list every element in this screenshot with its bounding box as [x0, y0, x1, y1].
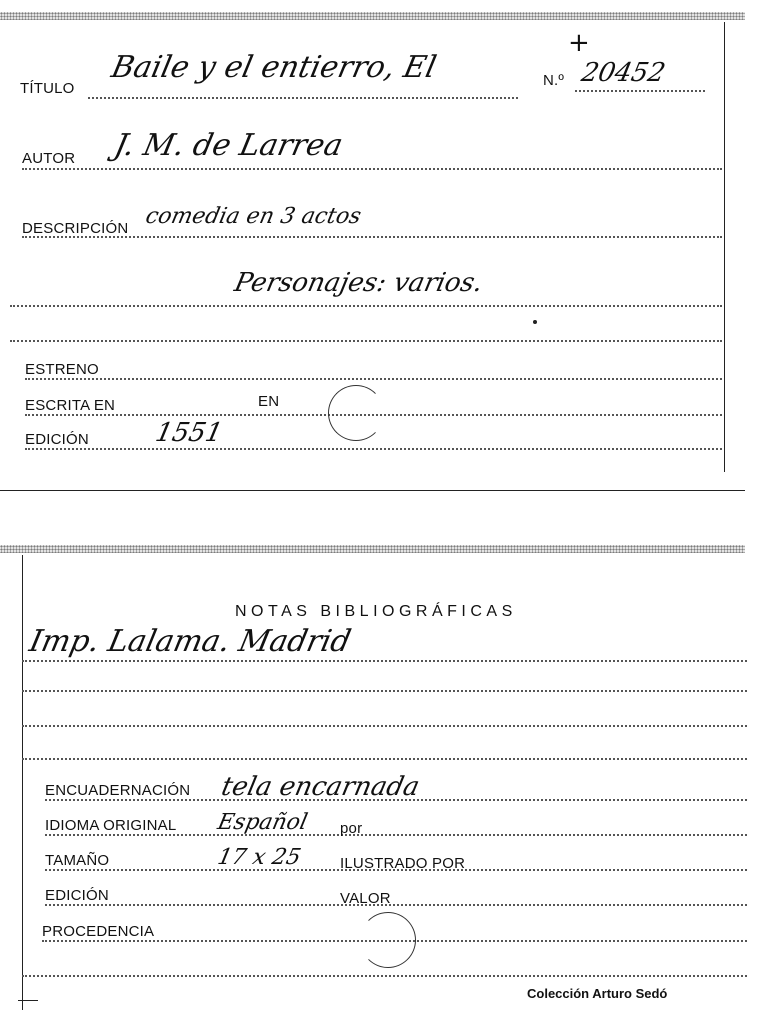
edicion-line — [45, 904, 747, 906]
blank-line — [10, 340, 722, 342]
notas-value: Imp. Lalama. Madrid — [26, 624, 354, 659]
card-bottom-border — [0, 490, 745, 491]
descripcion-value: comedia en 3 actos — [143, 204, 364, 229]
card-corner-mark — [18, 1000, 38, 1001]
bottom-line — [22, 975, 747, 977]
idioma-value: Español — [215, 810, 310, 835]
en-label: EN — [258, 393, 280, 410]
edicion-line — [25, 448, 722, 450]
stamp-circle — [328, 385, 384, 441]
procedencia-label: PROCEDENCIA — [42, 923, 155, 940]
notas-line-4 — [22, 758, 747, 760]
titulo-label: TÍTULO — [20, 80, 75, 97]
autor-value: J. M. de Larrea — [111, 128, 346, 163]
estreno-label: ESTRENO — [25, 361, 99, 378]
stamp-circle — [360, 912, 416, 968]
idioma-line — [45, 834, 747, 836]
encuadernacion-value: tela encarnada — [218, 772, 423, 802]
notas-heading: NOTAS BIBLIOGRÁFICAS — [235, 603, 517, 620]
edicion-label: EDICIÓN — [25, 431, 89, 448]
card-right-border — [724, 22, 725, 472]
valor-label: VALOR — [340, 890, 391, 907]
notas-line-2 — [22, 690, 747, 692]
ink-speck — [533, 320, 537, 324]
titulo-value: Baile y el entierro, El — [108, 50, 440, 85]
catalog-card-front — [0, 0, 759, 500]
idioma-label: IDIOMA ORIGINAL — [45, 817, 177, 834]
por-label: por — [340, 820, 363, 837]
autor-label: AUTOR — [22, 150, 76, 167]
numero-line — [575, 90, 705, 92]
card-left-border — [22, 555, 23, 1010]
escrita-en-label: ESCRITA EN — [25, 397, 116, 414]
catalog-card-back — [0, 500, 759, 1028]
encuadernacion-label: ENCUADERNACIÓN — [45, 782, 191, 799]
notas-line-3 — [22, 725, 747, 727]
card-top-edge — [0, 12, 745, 20]
descripcion-line — [22, 236, 722, 238]
tamano-label: TAMAÑO — [45, 852, 110, 869]
descripcion-line-2 — [10, 305, 722, 307]
edicion-value: 1551 — [152, 418, 226, 448]
descripcion-value-2: Personajes: varios. — [231, 268, 486, 298]
descripcion-label: DESCRIPCIÓN — [22, 220, 129, 237]
edicion-label: EDICIÓN — [45, 887, 109, 904]
notas-line-1 — [22, 660, 747, 662]
numero-mark: + — [568, 28, 590, 58]
numero-label: N.º — [543, 72, 565, 89]
estreno-line — [25, 378, 722, 380]
collection-footer: Colección Arturo Sedó — [527, 986, 668, 1001]
autor-line — [22, 168, 722, 170]
titulo-line — [88, 97, 518, 99]
ilustrado-label: ILUSTRADO POR — [340, 855, 466, 872]
card-top-edge — [0, 545, 745, 553]
tamano-value: 17 x 25 — [215, 845, 304, 870]
numero-value: 20452 — [578, 58, 668, 88]
